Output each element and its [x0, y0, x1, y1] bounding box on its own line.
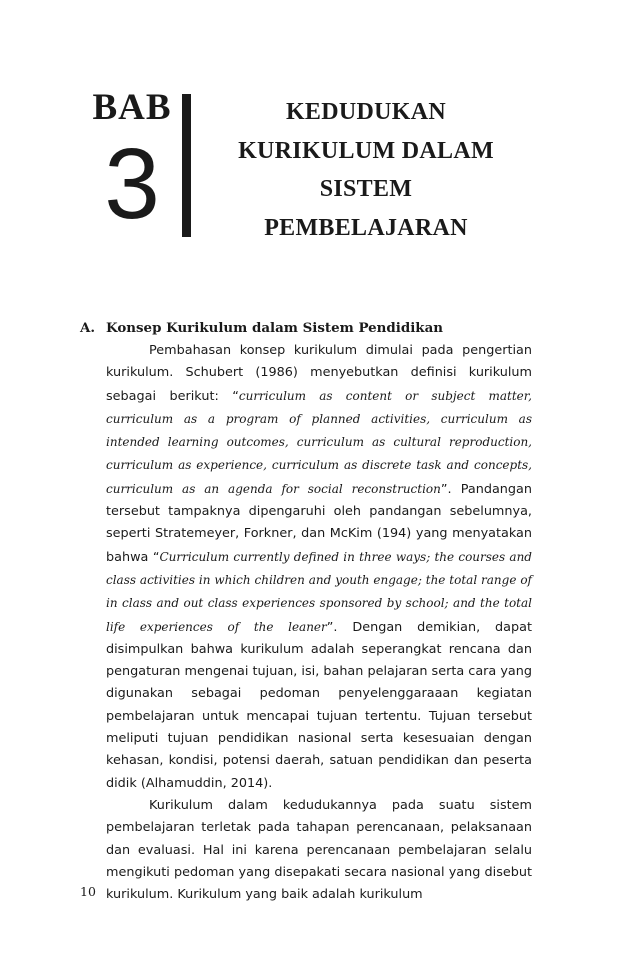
paragraph: [106, 795, 532, 906]
chapter-title-line: KURIKULUM DALAM: [238, 137, 494, 164]
paragraph-text: Pembahasan konsep kurikulum dimulai pada pengertian kurikulum. Schubert (1986) menyebutkan definisi kurikulum sebagai berikut: “: [106, 343, 532, 404]
chapter-header: [0, 0, 638, 260]
chapter-title-line: KEDUDUKAN: [285, 99, 447, 125]
paragraph-text: Kurikulum dalam kedudukannya pada suatu sistem pembelajaran terletak pada tahapan perencanaan, pelaksanaan dan evaluasi. Hal ini karena perencanaan pembelajaran selalu mengikuti pedoman yang disepakati secara nasional yang disebut kurikulum. Kurikulum yang baik adalah kurikulum: [106, 797, 532, 903]
quote-stratemeyer: Curriculum currently defined in three ways; the courses and class activities in which children and youth engage; the total range of in class and out class experiences sponsored by school; and the total life experiences of the leaner: [106, 549, 532, 634]
chapter-label: BAB: [92, 87, 172, 128]
chapter-title-line: PEMBELAJARAN: [264, 214, 468, 241]
chapter-title-line: SISTEM: [319, 176, 413, 203]
body-text: [106, 340, 532, 906]
section-heading: [80, 318, 443, 338]
paragraph-text: ”. Dengan demikian, dapat disimpulkan bahwa kurikulum adalah seperangkat rencana dan pengaturan mengenai tujuan, isi, bahan pelajaran serta cara yang digunakan sebagai pedoman penyelenggaraaan kegiatan pembelajaran untuk mencapai tujuan tertentu. Tujuan tersebut meliputi tujuan pendidikan nasional serta kesesuaian dengan kehasan, kondisi, potensi daerah, satuan pendidikan dan peserta didik (Alhamuddin, 2014).: [106, 619, 533, 791]
paragraph-text: ”. Pandangan tersebut tampaknya dipengaruhi oleh pandangan sebelumnya, seperti Stratemeyer, Forkner, dan McKim (194) yang menyatakan bahwa “: [106, 481, 532, 565]
section-title: Konsep Kurikulum dalam Sistem Pendidikan: [106, 320, 444, 336]
chapter-divider: [182, 94, 191, 237]
section-letter: A.: [80, 320, 96, 336]
chapter-number: 3: [104, 128, 160, 240]
chapter-title: [220, 93, 512, 247]
quote-schubert: curriculum as content or subject matter, curriculum as a program of planned activities, curriculum as intended learning outcomes, curriculum as cultural reproduction, curriculum as experience, curriculum as discrete task and concepts, curriculum as an agenda for social reconstruction: [106, 388, 532, 496]
paragraph: [106, 340, 532, 795]
page-number: 10: [80, 884, 96, 899]
